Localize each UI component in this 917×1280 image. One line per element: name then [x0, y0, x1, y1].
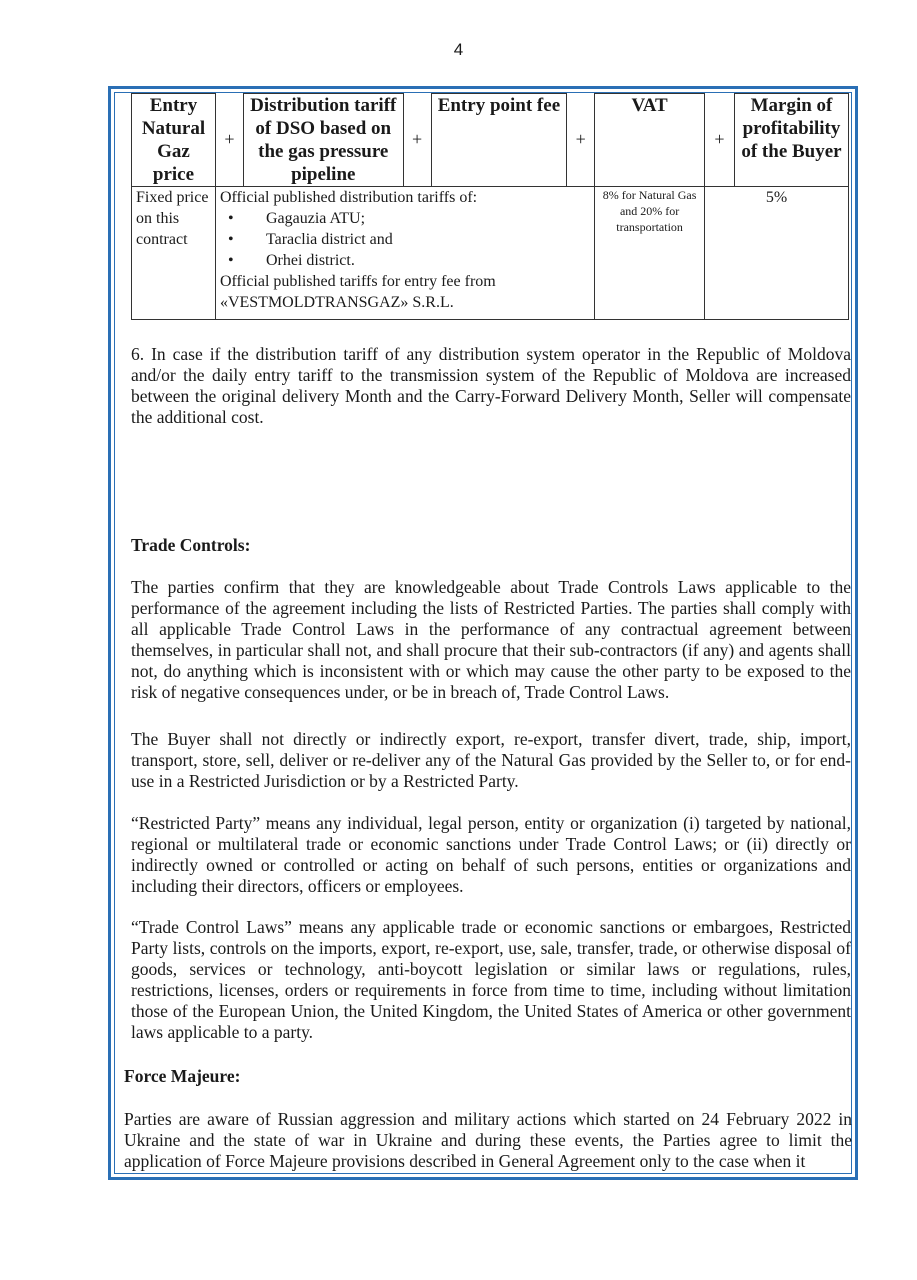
header-distribution-tariff: Distribution tariff of DSO based on the gas pressure pipeline — [243, 94, 403, 187]
list-item: • Orhei district. — [240, 250, 590, 271]
force-majeure-heading: Force Majeure: — [124, 1066, 241, 1086]
page-number: 4 — [453, 40, 464, 59]
paragraph-text: Parties are aware of Russian aggression and military actions which started on 24 February 2022 in Ukraine and the state of war in Ukraine and during these events, the Parties agree to limit the application of Force Majeure provisions described in General Agreement only to the case when it — [124, 1109, 852, 1171]
paragraph-text: “Trade Control Laws” means any applicable trade or economic sanctions or embargoes, Restricted Party lists, controls on the imports, export, re-export, use, sale, transfer, trade, or otherwise disposal of goods, services or technology, anti-boycott legislation or similar laws or regulations, rules, restrictions, licenses, orders or requirements in force from time to time, including without limitation those of the European Union, the United Kingdom, the United States of America or other government laws applicable to a party. — [131, 917, 851, 1042]
force-majeure-paragraph — [124, 1109, 852, 1173]
paragraph-text: The Buyer shall not directly or indirectly export, re-export, transfer divert, trade, ship, import, transport, store, sell, deliver or re-deliver any of the Natural Gas provided by the Seller to, or for end-use in a Restricted Jurisdiction or by a Restricted Party. — [131, 729, 851, 791]
list-item: • Gagauzia ATU; — [240, 208, 590, 229]
plus-sign: + — [575, 129, 586, 150]
trade-controls-heading: Trade Controls: — [131, 535, 251, 555]
price-formula-table — [131, 93, 849, 320]
margin-value: 5% — [705, 187, 849, 320]
header-vat: VAT — [595, 94, 705, 187]
distribution-and-entry-cell — [215, 187, 594, 320]
clause-6 — [131, 344, 851, 428]
vat-cell — [595, 187, 705, 320]
trade-controls-para-2 — [131, 729, 851, 792]
plus-sign: + — [224, 129, 235, 150]
header-entry-fee: Entry point fee — [431, 94, 567, 187]
plus-sign: + — [714, 129, 725, 150]
entry-fee-value: Official published tariffs for entry fee from «VESTMOLDTRANSGAZ» S.R.L. — [219, 273, 496, 311]
trade-control-laws-definition — [131, 917, 851, 1043]
trade-controls-para-1 — [131, 577, 851, 703]
vat-value: 8% for Natural Gas and 20% for transportation — [602, 188, 697, 234]
entry-price-value: Fixed price on this contract — [132, 187, 216, 320]
paragraph-text: “Restricted Party” means any individual, legal person, entity or organization (i) targeted by national, regional or multilateral trade or economic sanctions under Trade Control Laws; or (ii) directly or indirectly owned or controlled or acting on behalf of such persons, entities or organizations and including their directors, officers or employees. — [131, 813, 851, 896]
distribution-list — [220, 208, 590, 271]
restricted-party-definition — [131, 813, 851, 897]
list-item: • Taraclia district and — [240, 229, 590, 250]
clause-6-text: 6. In case if the distribution tariff of any distribution system operator in the Republic of Moldova and/or the daily entry tariff to the transmission system of the Republic of Moldova are increased between the original delivery Month and the Carry-Forward Delivery Month, Seller will compensate the additional cost. — [131, 344, 851, 427]
paragraph-text: The parties confirm that they are knowledgeable about Trade Controls Laws applicable to the performance of the agreement including the lists of Restricted Parties. The parties shall comply with all applicable Trade Control Laws in the performance of any contractual agreement between themselves, in particular shall not, and shall procure that their sub-contractors (if any) and agents shall not, do anything which is inconsistent with or which may cause the other party to be exposed to the risk of negative consequences under, or be in breach of, Trade Control Laws. — [131, 577, 851, 702]
plus-sign: + — [412, 129, 423, 150]
header-entry-price: Entry Natural Gaz price — [132, 94, 216, 187]
header-margin: Margin of profitability of the Buyer — [734, 94, 848, 187]
distribution-intro: Official published distribution tariffs of: — [219, 189, 478, 206]
